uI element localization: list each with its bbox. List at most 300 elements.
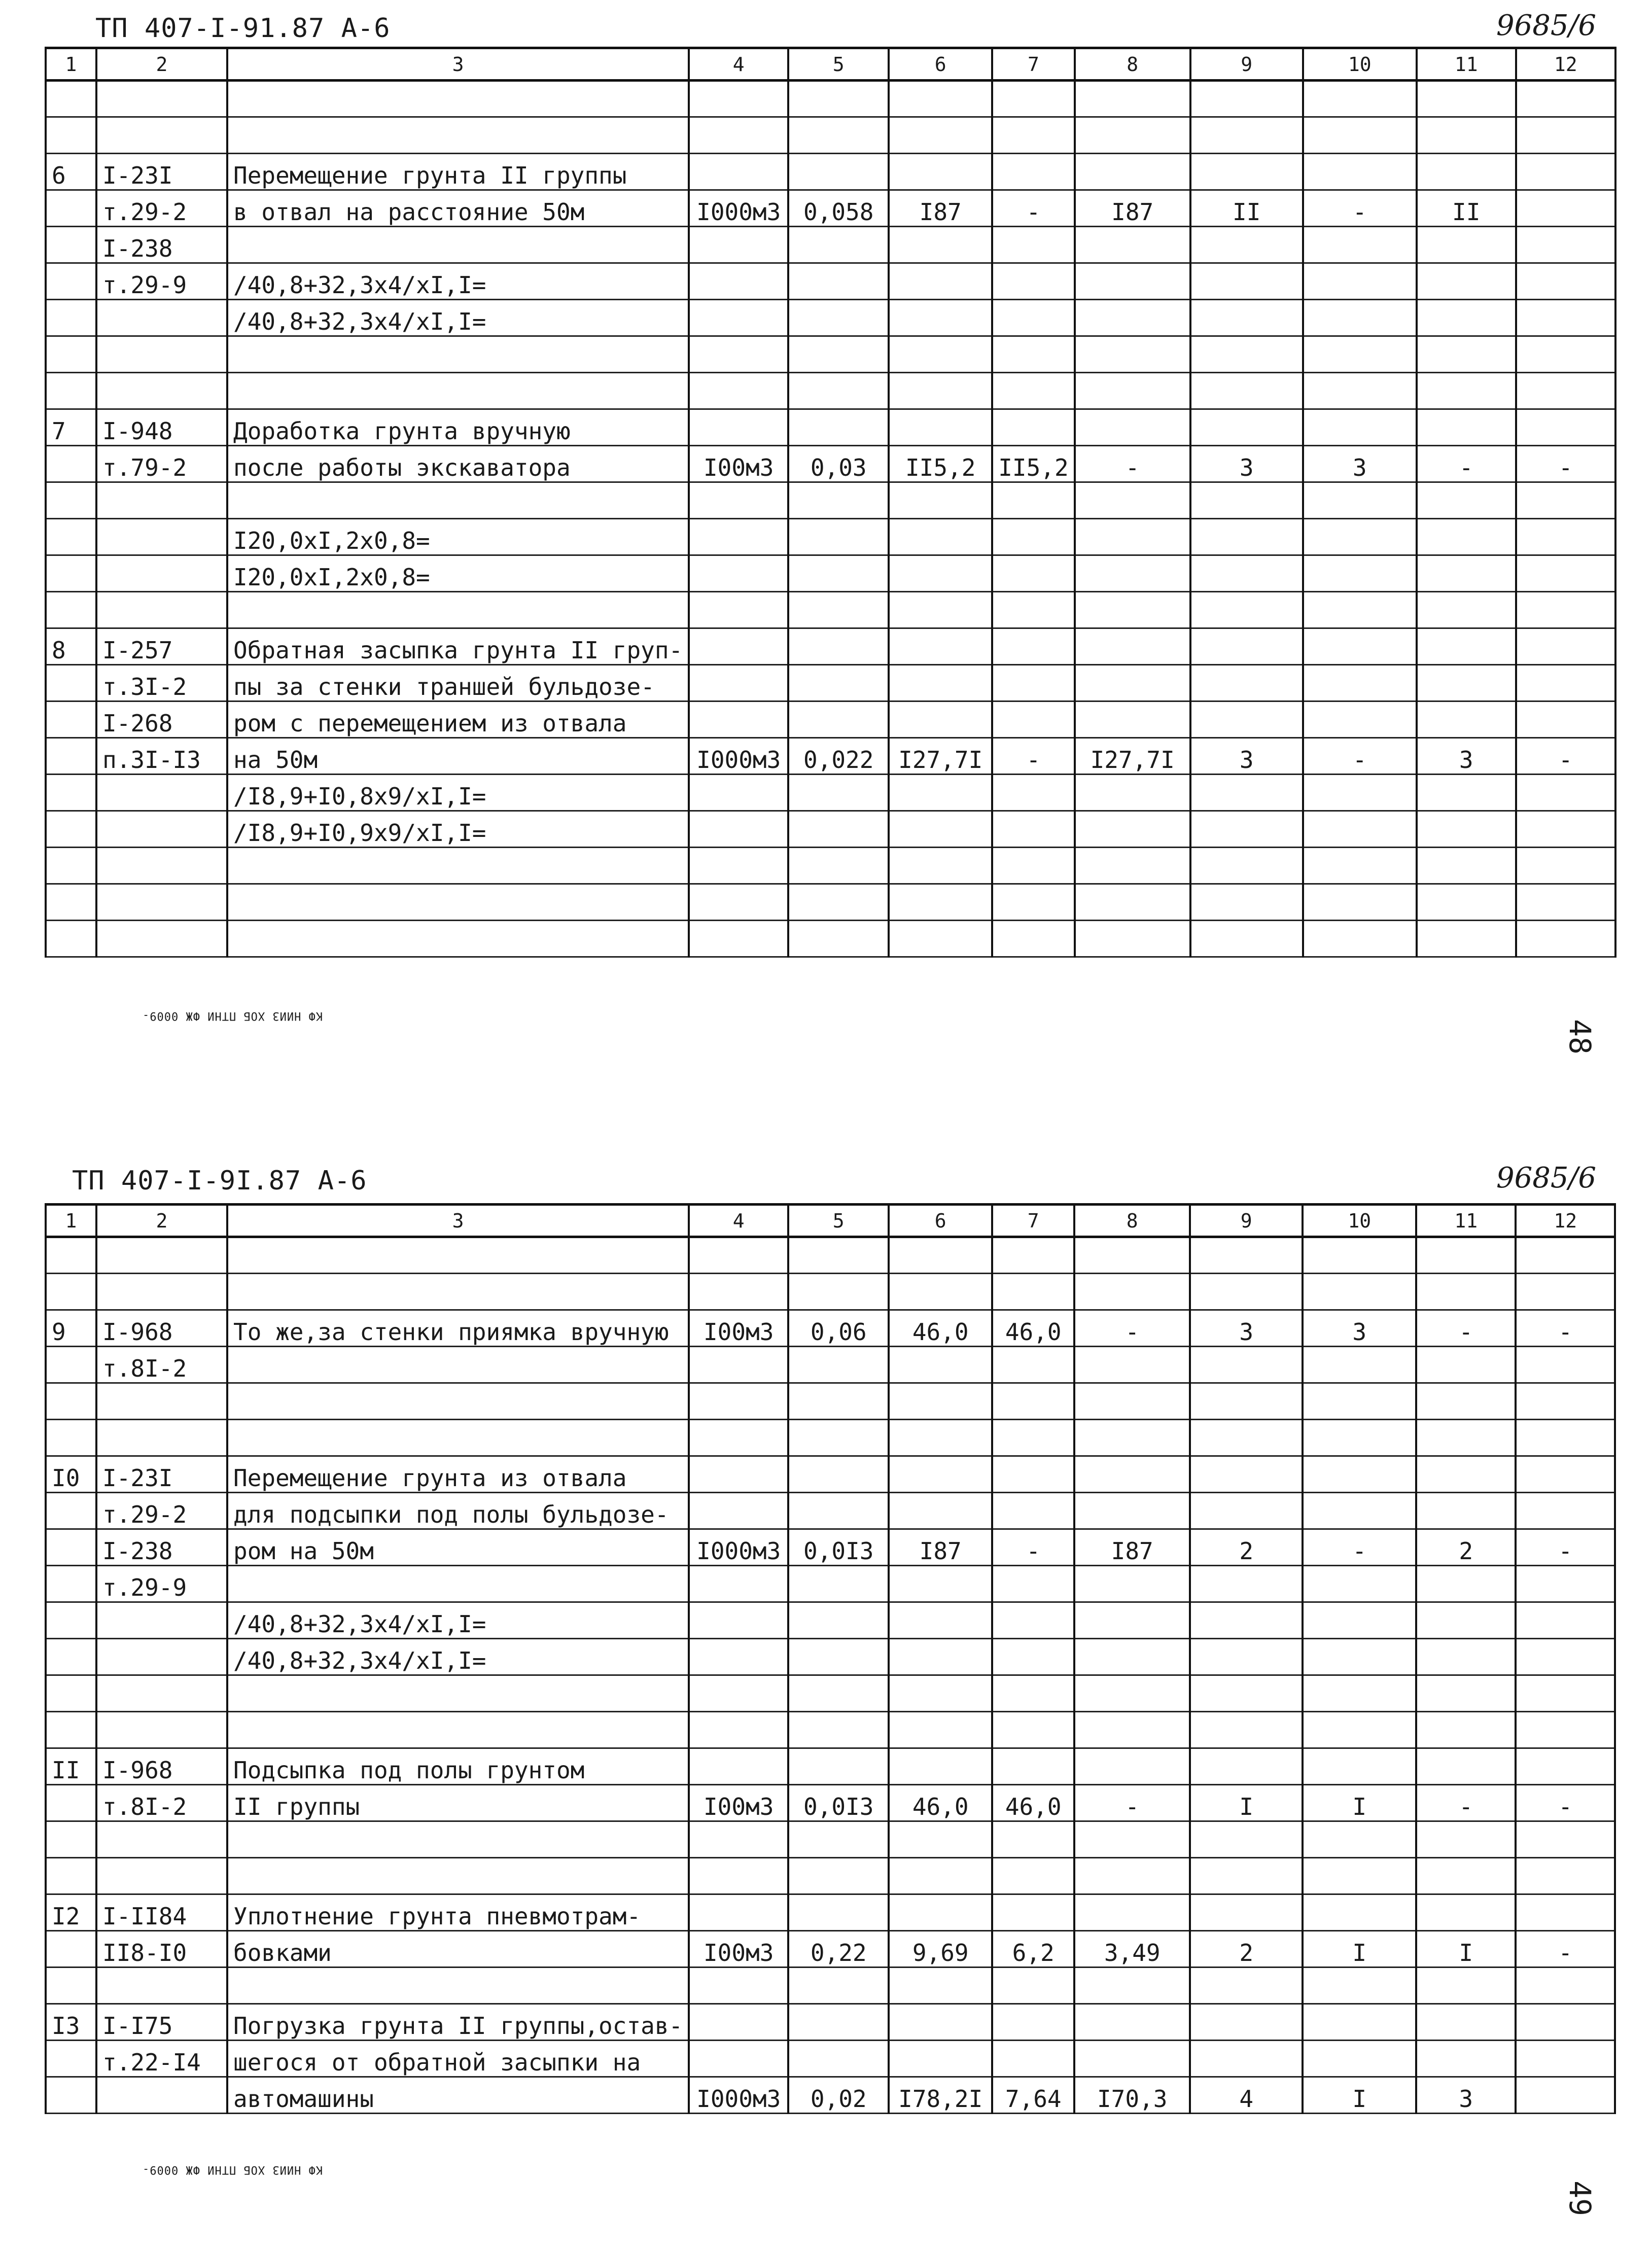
total-cost-cell <box>889 336 992 373</box>
unit-cell: I00м3 <box>689 1310 788 1347</box>
machine-cost-cell <box>1074 1968 1190 2004</box>
cell-10-cell <box>1303 519 1417 555</box>
quantity-cell <box>788 1493 889 1529</box>
cell-12-cell <box>1516 1675 1615 1712</box>
machine-cost-cell <box>1075 519 1190 555</box>
work-description-cell: Обратная засыпка грунта II груп- <box>227 628 689 665</box>
column-number: 8 <box>1074 1205 1190 1237</box>
cell-11-cell <box>1417 811 1516 848</box>
column-number: 3 <box>227 48 689 81</box>
quantity-cell <box>788 1968 889 2004</box>
cell-9-cell: 2 <box>1190 1529 1303 1566</box>
unit-cell <box>689 336 788 373</box>
norm-ref-cell <box>96 1383 227 1420</box>
cell-11-cell <box>1417 921 1516 957</box>
wages-cell <box>992 1493 1074 1529</box>
unit-cell <box>689 1420 788 1456</box>
wages-cell <box>992 1456 1074 1493</box>
norm-ref-cell: I-948 <box>96 409 227 446</box>
table-row <box>46 1602 1615 1639</box>
norm-ref-cell <box>96 300 227 336</box>
unit-cell <box>689 848 788 884</box>
unit-cell <box>689 701 788 738</box>
work-description-cell <box>227 1968 689 2004</box>
wages-cell: - <box>992 738 1074 775</box>
cell-10-cell <box>1303 1894 1416 1931</box>
item-no-cell <box>46 811 96 848</box>
wages-cell <box>992 1274 1074 1310</box>
cell-12-cell <box>1516 1237 1615 1274</box>
table-row <box>46 81 1615 117</box>
total-cost-cell: II5,2 <box>889 446 992 482</box>
quantity-cell <box>788 154 889 190</box>
machine-cost-cell: I87 <box>1074 1529 1190 1566</box>
cell-11-cell <box>1416 1968 1516 2004</box>
cell-10-cell <box>1303 1456 1416 1493</box>
norm-ref-cell: I-II84 <box>96 1894 227 1931</box>
unit-cell <box>689 1858 788 1894</box>
work-description-cell <box>227 921 689 957</box>
unit-cell <box>689 81 788 117</box>
work-description-cell <box>227 1420 689 1456</box>
table-row <box>46 1420 1615 1456</box>
unit-cell: I000м3 <box>689 738 788 775</box>
wages-cell <box>992 482 1074 519</box>
quantity-cell: 0,22 <box>788 1931 889 1968</box>
cell-10-cell <box>1303 300 1417 336</box>
item-no-cell <box>46 1274 96 1310</box>
cell-9-cell <box>1190 1566 1303 1602</box>
table-row <box>46 1785 1615 1821</box>
cell-10-cell <box>1303 1639 1416 1675</box>
cell-12-cell <box>1516 300 1615 336</box>
item-no-cell <box>46 1383 96 1420</box>
unit-cell <box>689 227 788 263</box>
cell-12-cell <box>1516 227 1615 263</box>
cell-9-cell <box>1190 2041 1303 2077</box>
norm-ref-cell: I-23I <box>96 1456 227 1493</box>
wages-cell <box>992 1712 1074 1748</box>
unit-cell <box>689 482 788 519</box>
table-row <box>46 446 1615 482</box>
column-number: 4 <box>689 48 788 81</box>
machine-cost-cell <box>1074 1858 1190 1894</box>
item-no-cell <box>46 117 96 154</box>
total-cost-cell <box>889 1493 992 1529</box>
table-row <box>46 1529 1615 1566</box>
unit-cell <box>689 1493 788 1529</box>
item-no-cell <box>46 373 96 409</box>
unit-cell <box>689 1968 788 2004</box>
cell-12-cell <box>1516 1602 1615 1639</box>
column-number: 12 <box>1516 48 1615 81</box>
quantity-cell <box>788 1566 889 1602</box>
item-no-cell <box>46 2077 96 2114</box>
quantity-cell <box>788 1748 889 1785</box>
total-cost-cell <box>889 1274 992 1310</box>
norm-ref-cell: I-968 <box>96 1748 227 1785</box>
wages-cell <box>992 263 1074 300</box>
total-cost-cell <box>889 1968 992 2004</box>
quantity-cell: 0,0I3 <box>788 1529 889 1566</box>
cell-11-cell <box>1416 1821 1516 1858</box>
work-description-cell <box>227 1383 689 1420</box>
norm-ref-cell <box>96 811 227 848</box>
work-description-cell <box>227 1347 689 1383</box>
quantity-cell <box>788 336 889 373</box>
cell-11-cell <box>1417 555 1516 592</box>
total-cost-cell <box>889 592 992 628</box>
unit-cell <box>689 2004 788 2041</box>
work-description-cell: в отвал на расстояние 50м <box>227 190 689 227</box>
unit-cell <box>689 1456 788 1493</box>
unit-cell <box>689 1712 788 1748</box>
quantity-cell <box>788 775 889 811</box>
item-no-cell <box>46 1493 96 1529</box>
work-description-cell: Подсыпка под полы грунтом <box>227 1748 689 1785</box>
quantity-cell: 0,02 <box>788 2077 889 2114</box>
cell-12-cell <box>1516 263 1615 300</box>
wages-cell <box>992 775 1074 811</box>
cell-12-cell <box>1516 775 1615 811</box>
total-cost-cell <box>889 1858 992 1894</box>
machine-cost-cell <box>1075 884 1190 921</box>
unit-cell <box>689 921 788 957</box>
total-cost-cell <box>889 373 992 409</box>
cell-10-cell <box>1303 1858 1416 1894</box>
total-cost-cell <box>889 2004 992 2041</box>
cell-12-cell <box>1516 154 1615 190</box>
unit-cell <box>689 1675 788 1712</box>
wages-cell <box>992 1237 1074 1274</box>
total-cost-cell <box>889 1237 992 1274</box>
item-no-cell: 6 <box>46 154 96 190</box>
work-description-cell <box>227 1712 689 1748</box>
cell-10-cell <box>1303 154 1417 190</box>
table-row <box>46 1712 1615 1748</box>
estimate-table <box>45 47 1616 958</box>
total-cost-cell <box>889 1675 992 1712</box>
cell-10-cell: - <box>1303 738 1417 775</box>
column-number: 7 <box>992 48 1074 81</box>
cell-12-cell <box>1516 1968 1615 2004</box>
work-description-cell <box>227 81 689 117</box>
table-row <box>46 701 1615 738</box>
cell-10-cell <box>1303 81 1417 117</box>
cell-11-cell <box>1417 409 1516 446</box>
cell-11-cell <box>1417 117 1516 154</box>
work-description-cell: /40,8+32,3х4/хI,I= <box>227 1639 689 1675</box>
total-cost-cell <box>889 1639 992 1675</box>
norm-ref-cell <box>96 1274 227 1310</box>
cell-11-cell <box>1417 300 1516 336</box>
item-no-cell <box>46 190 96 227</box>
machine-cost-cell <box>1074 2041 1190 2077</box>
estimate-table <box>45 1203 1616 2114</box>
table-row <box>46 190 1615 227</box>
cell-10-cell <box>1303 811 1417 848</box>
item-no-cell <box>46 1639 96 1675</box>
quantity-cell <box>788 1894 889 1931</box>
machine-cost-cell <box>1075 921 1190 957</box>
cell-9-cell <box>1190 1639 1303 1675</box>
quantity-cell <box>788 81 889 117</box>
machine-cost-cell <box>1075 409 1190 446</box>
cell-11-cell <box>1417 336 1516 373</box>
table-row <box>46 738 1615 775</box>
wages-cell: - <box>992 1529 1074 1566</box>
quantity-cell <box>788 884 889 921</box>
cell-11-cell: 3 <box>1416 2077 1516 2114</box>
cell-11-cell <box>1416 1493 1516 1529</box>
norm-ref-cell <box>96 1712 227 1748</box>
norm-ref-cell <box>96 336 227 373</box>
total-cost-cell <box>889 1383 992 1420</box>
cell-9-cell <box>1190 1456 1303 1493</box>
wages-cell <box>992 1821 1074 1858</box>
norm-ref-cell: т.8I-2 <box>96 1785 227 1821</box>
wages-cell <box>992 2041 1074 2077</box>
item-no-cell <box>46 81 96 117</box>
machine-cost-cell <box>1074 1347 1190 1383</box>
norm-ref-cell <box>96 81 227 117</box>
table-row <box>46 592 1615 628</box>
wages-cell <box>992 154 1074 190</box>
cell-10-cell <box>1303 1420 1416 1456</box>
cell-12-cell <box>1516 190 1615 227</box>
quantity-cell <box>788 1237 889 1274</box>
cell-10-cell <box>1303 2041 1416 2077</box>
unit-cell: I000м3 <box>689 2077 788 2114</box>
cell-12-cell <box>1516 336 1615 373</box>
item-no-cell <box>46 519 96 555</box>
total-cost-cell <box>889 482 992 519</box>
cell-9-cell <box>1190 1602 1303 1639</box>
cell-12-cell <box>1516 1420 1615 1456</box>
table-row <box>46 1748 1615 1785</box>
cell-12-cell <box>1516 555 1615 592</box>
cell-9-cell <box>1190 1894 1303 1931</box>
work-description-cell: ром на 50м <box>227 1529 689 1566</box>
cell-10-cell <box>1303 628 1417 665</box>
norm-ref-cell <box>96 2077 227 2114</box>
machine-cost-cell <box>1075 628 1190 665</box>
cell-9-cell: 3 <box>1190 446 1303 482</box>
cell-11-cell <box>1417 665 1516 701</box>
column-number: 4 <box>689 1205 788 1237</box>
machine-cost-cell <box>1074 1456 1190 1493</box>
item-no-cell <box>46 1931 96 1968</box>
table-row <box>46 665 1615 701</box>
norm-ref-cell: I-238 <box>96 227 227 263</box>
cell-12-cell <box>1516 592 1615 628</box>
cell-9-cell <box>1190 628 1303 665</box>
wages-cell <box>992 1639 1074 1675</box>
cell-10-cell <box>1303 1712 1416 1748</box>
cell-10-cell: I <box>1303 1785 1416 1821</box>
quantity-cell: 0,0I3 <box>788 1785 889 1821</box>
unit-cell <box>689 1274 788 1310</box>
table-row <box>46 300 1615 336</box>
wages-cell <box>992 1748 1074 1785</box>
unit-cell <box>689 775 788 811</box>
wages-cell <box>992 1383 1074 1420</box>
table-row <box>46 2004 1615 2041</box>
total-cost-cell <box>889 1420 992 1456</box>
quantity-cell <box>788 300 889 336</box>
cell-9-cell <box>1190 81 1303 117</box>
cell-10-cell <box>1303 1237 1416 1274</box>
machine-cost-cell: - <box>1074 1310 1190 1347</box>
item-no-cell <box>46 555 96 592</box>
cell-11-cell <box>1416 1274 1516 1310</box>
item-no-cell <box>46 1529 96 1566</box>
cell-9-cell <box>1190 154 1303 190</box>
cell-10-cell: I <box>1303 1931 1416 1968</box>
table-row <box>46 336 1615 373</box>
total-cost-cell <box>889 884 992 921</box>
total-cost-cell <box>889 409 992 446</box>
item-no-cell <box>46 1602 96 1639</box>
cell-12-cell <box>1516 482 1615 519</box>
norm-ref-cell: т.3I-2 <box>96 665 227 701</box>
wages-cell <box>992 373 1074 409</box>
norm-ref-cell <box>96 1602 227 1639</box>
wages-cell: 46,0 <box>992 1785 1074 1821</box>
machine-cost-cell <box>1075 811 1190 848</box>
work-description-cell <box>227 1675 689 1712</box>
machine-cost-cell <box>1075 482 1190 519</box>
cell-10-cell <box>1303 2004 1416 2041</box>
total-cost-cell <box>889 154 992 190</box>
table-row <box>46 482 1615 519</box>
cell-12-cell: - <box>1516 1529 1615 1566</box>
cell-11-cell <box>1417 373 1516 409</box>
cell-10-cell <box>1303 1675 1416 1712</box>
cell-12-cell <box>1516 117 1615 154</box>
norm-ref-cell: т.29-2 <box>96 1493 227 1529</box>
quantity-cell <box>788 373 889 409</box>
wages-cell <box>992 300 1074 336</box>
total-cost-cell: I78,2I <box>889 2077 992 2114</box>
item-no-cell <box>46 446 96 482</box>
work-description-cell <box>227 117 689 154</box>
norm-ref-cell: I-268 <box>96 701 227 738</box>
cell-12-cell <box>1516 373 1615 409</box>
wages-cell <box>992 117 1074 154</box>
cell-10-cell <box>1303 592 1417 628</box>
total-cost-cell <box>889 2041 992 2077</box>
cell-11-cell: - <box>1417 446 1516 482</box>
norm-ref-cell <box>96 1237 227 1274</box>
machine-cost-cell <box>1075 665 1190 701</box>
norm-ref-cell <box>96 555 227 592</box>
unit-cell: I00м3 <box>689 1785 788 1821</box>
machine-cost-cell <box>1074 1894 1190 1931</box>
total-cost-cell: 9,69 <box>889 1931 992 1968</box>
cell-12-cell: - <box>1516 738 1615 775</box>
quantity-cell <box>788 1675 889 1712</box>
cell-10-cell <box>1303 848 1417 884</box>
machine-cost-cell <box>1075 701 1190 738</box>
cell-10-cell <box>1303 117 1417 154</box>
table-row <box>46 1931 1615 1968</box>
item-no-cell <box>46 2041 96 2077</box>
cell-9-cell <box>1190 1493 1303 1529</box>
machine-cost-cell <box>1074 1493 1190 1529</box>
document-number: 9685/6 <box>1496 1162 1597 1195</box>
wages-cell <box>992 811 1074 848</box>
quantity-cell <box>788 519 889 555</box>
machine-cost-cell <box>1075 592 1190 628</box>
cell-9-cell <box>1190 336 1303 373</box>
cell-12-cell <box>1516 1712 1615 1748</box>
unit-cell <box>689 1639 788 1675</box>
wages-cell <box>992 1675 1074 1712</box>
norm-ref-cell <box>96 884 227 921</box>
work-description-cell: Уплотнение грунта пневмотрам- <box>227 1894 689 1931</box>
item-no-cell: I3 <box>46 2004 96 2041</box>
unit-cell: I00м3 <box>689 446 788 482</box>
quantity-cell <box>788 1602 889 1639</box>
work-description-cell <box>227 1566 689 1602</box>
cell-9-cell <box>1190 117 1303 154</box>
norm-ref-cell: I-238 <box>96 1529 227 1566</box>
cell-12-cell: - <box>1516 1310 1615 1347</box>
quantity-cell <box>788 811 889 848</box>
cell-10-cell <box>1303 665 1417 701</box>
unit-cell <box>689 1237 788 1274</box>
norm-ref-cell: т.8I-2 <box>96 1347 227 1383</box>
cell-11-cell <box>1416 1347 1516 1383</box>
quantity-cell <box>788 2041 889 2077</box>
cell-9-cell <box>1190 811 1303 848</box>
cell-11-cell: 2 <box>1416 1529 1516 1566</box>
total-cost-cell <box>889 775 992 811</box>
work-description-cell <box>227 1237 689 1274</box>
cell-10-cell <box>1303 1347 1416 1383</box>
total-cost-cell: 46,0 <box>889 1785 992 1821</box>
table-row <box>46 1237 1615 1274</box>
cell-11-cell <box>1416 2041 1516 2077</box>
table-row <box>46 1821 1615 1858</box>
cell-11-cell <box>1416 2004 1516 2041</box>
work-description-cell: /I8,9+I0,9х9/хI,I= <box>227 811 689 848</box>
cell-12-cell <box>1516 1274 1615 1310</box>
item-no-cell <box>46 227 96 263</box>
item-no-cell <box>46 1968 96 2004</box>
norm-ref-cell <box>96 1858 227 1894</box>
table-row <box>46 2077 1615 2114</box>
norm-ref-cell <box>96 921 227 957</box>
machine-cost-cell <box>1074 1639 1190 1675</box>
cell-12-cell <box>1516 628 1615 665</box>
wages-cell <box>992 701 1074 738</box>
item-no-cell <box>46 1237 96 1274</box>
machine-cost-cell <box>1075 300 1190 336</box>
cell-11-cell <box>1417 519 1516 555</box>
cell-10-cell <box>1303 482 1417 519</box>
item-no-cell <box>46 300 96 336</box>
cell-11-cell <box>1417 482 1516 519</box>
cell-12-cell: - <box>1516 1785 1615 1821</box>
cell-11-cell <box>1417 263 1516 300</box>
machine-cost-cell <box>1074 1821 1190 1858</box>
item-no-cell <box>46 775 96 811</box>
cell-9-cell <box>1190 1420 1303 1456</box>
quantity-cell <box>788 1858 889 1894</box>
column-number: 3 <box>227 1205 689 1237</box>
